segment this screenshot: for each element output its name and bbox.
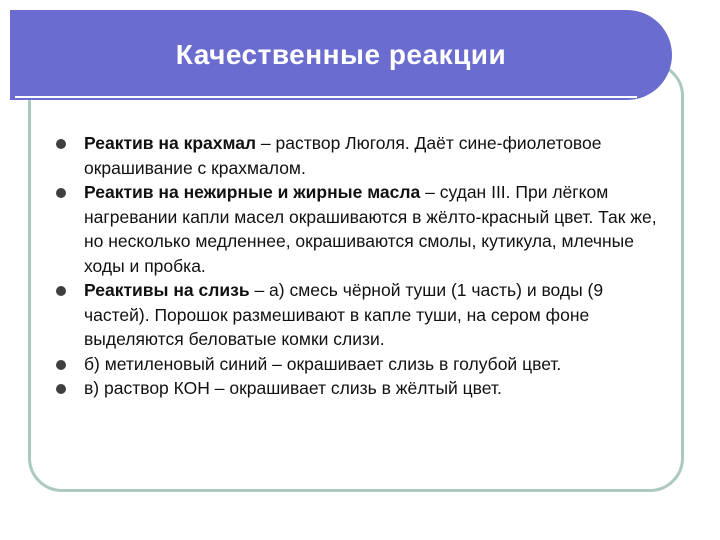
bullet-dot-icon [56, 188, 66, 198]
bullet-item [52, 131, 670, 180]
bullet-term: Реактивы на слизь [84, 280, 250, 300]
bullet-dot-icon [56, 286, 66, 296]
bullet-item [52, 376, 670, 401]
bullet-text: в) раствор КОН – окрашивает слизь в жёлтый цвет. [84, 378, 502, 398]
bullet-text: – а) смесь чёрной туши (1 часть) и воды (9 частей). Порошок размешивают в капле туши, на сером фоне выделяются беловатые комки слизи. [84, 280, 604, 349]
bullet-item [52, 180, 670, 278]
bullet-list [52, 131, 670, 401]
bullet-text: – раствор Люголя. Даёт сине-фиолетовое окрашивание с крахмалом. [84, 133, 602, 178]
bullet-text: – судан III. При лёгком нагревании капли масел окрашиваются в жёлто-красный цвет. Так же, но несколько медленнее, окрашиваются смолы, кутикула, млечные ходы и пробка. [84, 182, 657, 276]
bullet-dot-icon [56, 139, 66, 149]
bullet-item [52, 352, 670, 377]
bullet-dot-icon [56, 384, 66, 394]
bullet-item [52, 278, 670, 352]
bullet-term: Реактив на нежирные и жирные масла [84, 182, 421, 202]
slide-title: Качественные реакции [175, 39, 507, 70]
bullet-term: Реактив на крахмал [84, 133, 257, 153]
bullet-text: б) метиленовый синий – окрашивает слизь в голубой цвет. [84, 353, 562, 374]
bullet-dot-icon [56, 360, 66, 370]
